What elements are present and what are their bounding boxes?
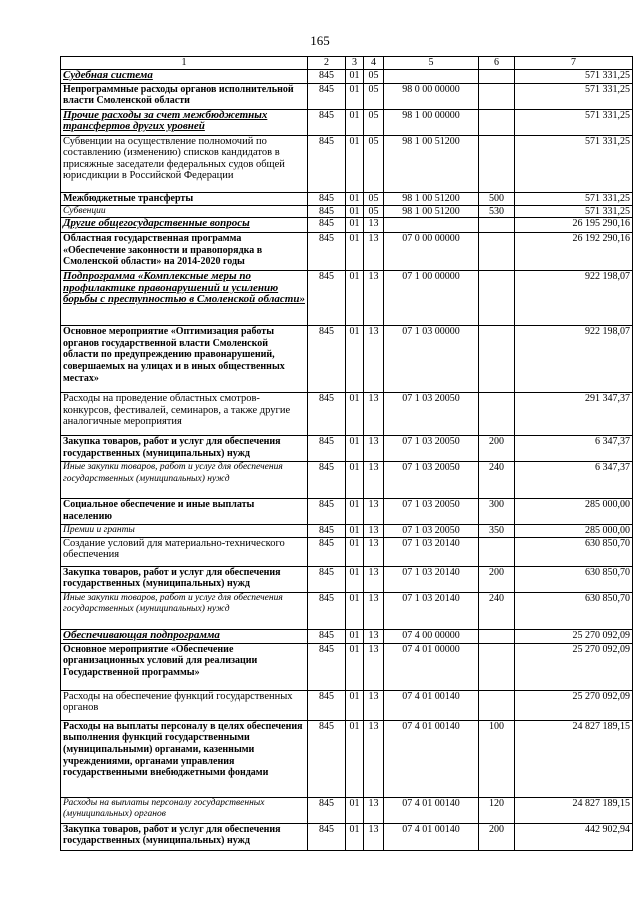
- page-number: 165: [310, 33, 330, 48]
- section-code-cell: 01: [346, 690, 364, 720]
- expense-type-cell: [479, 109, 515, 135]
- header-cell: 2: [308, 57, 346, 70]
- row-name-cell: Расходы на проведение областных смотров-конкурсов, фестивалей, семинаров, а также другие аналогичные мероприятия: [61, 393, 308, 436]
- table-row: [61, 462, 633, 499]
- amount-cell: 25 270 092,09: [515, 643, 633, 690]
- row-name-cell: Другие общегосударственные вопросы: [61, 218, 308, 233]
- section-code-cell: 01: [346, 720, 364, 797]
- amount-cell: 571 331,25: [515, 69, 633, 83]
- section-code-cell: 01: [346, 326, 364, 393]
- amount-cell: 26 195 290,16: [515, 218, 633, 233]
- target-article-cell: 07 0 00 00000: [384, 233, 479, 271]
- subsection-code-cell: 13: [364, 271, 384, 326]
- table-row: [61, 218, 633, 233]
- subsection-code-cell: 05: [364, 109, 384, 135]
- table-row: [61, 271, 633, 326]
- expense-type-cell: 530: [479, 205, 515, 218]
- table-row: [61, 205, 633, 218]
- ministry-code-cell: 845: [308, 690, 346, 720]
- row-name-cell: Основное мероприятие «Оптимизация работы органов государственной власти Смоленской области по предупреждению правонарушений, совершаемых на улицах и в иных общественных местах»: [61, 326, 308, 393]
- target-article-cell: [384, 218, 479, 233]
- subsection-code-cell: 13: [364, 436, 384, 462]
- section-code-cell: 01: [346, 629, 364, 643]
- target-article-cell: 07 1 03 00000: [384, 326, 479, 393]
- amount-cell: 571 331,25: [515, 205, 633, 218]
- target-article-cell: 07 1 03 20140: [384, 592, 479, 629]
- expense-type-cell: [479, 233, 515, 271]
- header-cell: 5: [384, 57, 479, 70]
- row-name-cell: Иные закупки товаров, работ и услуг для обеспечения государственных (муниципальных) нужд: [61, 592, 308, 629]
- section-code-cell: 01: [346, 69, 364, 83]
- amount-cell: 26 192 290,16: [515, 233, 633, 271]
- ministry-code-cell: 845: [308, 205, 346, 218]
- section-code-cell: 01: [346, 233, 364, 271]
- section-code-cell: 01: [346, 797, 364, 823]
- expense-type-cell: [479, 83, 515, 109]
- table-row: [61, 629, 633, 643]
- row-name-cell: Субвенции: [61, 205, 308, 218]
- row-name-cell: Областная государственная программа «Обеспечение законности и правопорядка в Смоленской области» на 2014-2020 годы: [61, 233, 308, 271]
- ministry-code-cell: 845: [308, 720, 346, 797]
- row-name-cell: Создание условий для материально-технического обеспечения: [61, 537, 308, 566]
- amount-cell: 285 000,00: [515, 499, 633, 525]
- section-code-cell: 01: [346, 525, 364, 538]
- target-article-cell: 07 4 01 00140: [384, 720, 479, 797]
- section-code-cell: 01: [346, 462, 364, 499]
- subsection-code-cell: 13: [364, 462, 384, 499]
- amount-cell: 6 347,37: [515, 436, 633, 462]
- amount-cell: 6 347,37: [515, 462, 633, 499]
- expense-type-cell: 350: [479, 525, 515, 538]
- row-name-cell: Межбюджетные трансферты: [61, 192, 308, 205]
- expense-type-cell: [479, 690, 515, 720]
- target-article-cell: 07 4 00 00000: [384, 629, 479, 643]
- target-article-cell: 07 1 03 20050: [384, 499, 479, 525]
- row-name-cell: Премии и гранты: [61, 525, 308, 538]
- row-name-cell: Закупка товаров, работ и услуг для обеспечения государственных (муниципальных) нужд: [61, 823, 308, 850]
- subsection-code-cell: 13: [364, 592, 384, 629]
- table-row: [61, 592, 633, 629]
- target-article-cell: [384, 69, 479, 83]
- table-row: [61, 69, 633, 83]
- amount-cell: 291 347,37: [515, 393, 633, 436]
- table-row: [61, 109, 633, 135]
- subsection-code-cell: 13: [364, 537, 384, 566]
- amount-cell: 24 827 189,15: [515, 797, 633, 823]
- expense-type-cell: [479, 643, 515, 690]
- section-code-cell: 01: [346, 592, 364, 629]
- section-code-cell: 01: [346, 643, 364, 690]
- amount-cell: 922 198,07: [515, 271, 633, 326]
- table-row: [61, 499, 633, 525]
- table-row: [61, 690, 633, 720]
- subsection-code-cell: 13: [364, 393, 384, 436]
- ministry-code-cell: 845: [308, 393, 346, 436]
- target-article-cell: 07 1 03 20050: [384, 525, 479, 538]
- amount-cell: 630 850,70: [515, 566, 633, 592]
- table-row: [61, 566, 633, 592]
- section-code-cell: 01: [346, 566, 364, 592]
- amount-cell: 571 331,25: [515, 135, 633, 192]
- table-row: [61, 720, 633, 797]
- header-cell: 1: [61, 57, 308, 70]
- header-cell: 7: [515, 57, 633, 70]
- row-name-cell: Судебная система: [61, 69, 308, 83]
- ministry-code-cell: 845: [308, 537, 346, 566]
- row-name-cell: Подпрограмма «Комплексные меры по профилактике правонарушений и усилению борьбы с преступностью в Смоленской области»: [61, 271, 308, 326]
- target-article-cell: 07 1 00 00000: [384, 271, 479, 326]
- expense-type-cell: 100: [479, 720, 515, 797]
- target-article-cell: 98 0 00 00000: [384, 83, 479, 109]
- header-cell: 4: [364, 57, 384, 70]
- row-name-cell: Социальное обеспечение и иные выплаты населению: [61, 499, 308, 525]
- subsection-code-cell: 13: [364, 233, 384, 271]
- subsection-code-cell: 05: [364, 83, 384, 109]
- target-article-cell: 98 1 00 00000: [384, 109, 479, 135]
- subsection-code-cell: 13: [364, 643, 384, 690]
- section-code-cell: 01: [346, 135, 364, 192]
- target-article-cell: 07 4 01 00140: [384, 690, 479, 720]
- section-code-cell: 01: [346, 205, 364, 218]
- row-name-cell: Закупка товаров, работ и услуг для обеспечения государственных (муниципальных) нужд: [61, 566, 308, 592]
- row-name-cell: Иные закупки товаров, работ и услуг для обеспечения государственных (муниципальных) нужд: [61, 462, 308, 499]
- expense-type-cell: 200: [479, 823, 515, 850]
- ministry-code-cell: 845: [308, 218, 346, 233]
- ministry-code-cell: 845: [308, 192, 346, 205]
- ministry-code-cell: 845: [308, 83, 346, 109]
- target-article-cell: 07 1 03 20050: [384, 436, 479, 462]
- ministry-code-cell: 845: [308, 271, 346, 326]
- expense-type-cell: [479, 393, 515, 436]
- amount-cell: 442 902,94: [515, 823, 633, 850]
- table-row: [61, 436, 633, 462]
- subsection-code-cell: 13: [364, 629, 384, 643]
- expense-type-cell: [479, 135, 515, 192]
- subsection-code-cell: 05: [364, 192, 384, 205]
- table-row: [61, 83, 633, 109]
- section-code-cell: 01: [346, 192, 364, 205]
- subsection-code-cell: 05: [364, 69, 384, 83]
- ministry-code-cell: 845: [308, 109, 346, 135]
- target-article-cell: 98 1 00 51200: [384, 135, 479, 192]
- header-cell: 3: [346, 57, 364, 70]
- target-article-cell: 98 1 00 51200: [384, 205, 479, 218]
- expense-type-cell: 240: [479, 592, 515, 629]
- section-code-cell: 01: [346, 271, 364, 326]
- target-article-cell: 98 1 00 51200: [384, 192, 479, 205]
- row-name-cell: Расходы на выплаты персоналу государственных (муниципальных) органов: [61, 797, 308, 823]
- subsection-code-cell: 13: [364, 823, 384, 850]
- row-name-cell: Обеспечивающая подпрограмма: [61, 629, 308, 643]
- row-name-cell: Субвенции на осуществление полномочий по составлению (изменению) списков кандидатов в присяжные заседатели федеральных судов общей юрисдикции в Российской Федерации: [61, 135, 308, 192]
- subsection-code-cell: 05: [364, 135, 384, 192]
- row-name-cell: Закупка товаров, работ и услуг для обеспечения государственных (муниципальных) нужд: [61, 436, 308, 462]
- target-article-cell: 07 4 01 00000: [384, 643, 479, 690]
- expense-type-cell: [479, 69, 515, 83]
- expense-type-cell: [479, 271, 515, 326]
- table-row: [61, 537, 633, 566]
- section-code-cell: 01: [346, 218, 364, 233]
- table-row: [61, 233, 633, 271]
- subsection-code-cell: 13: [364, 326, 384, 393]
- table-row: [61, 393, 633, 436]
- amount-cell: 25 270 092,09: [515, 690, 633, 720]
- table-row: [61, 525, 633, 538]
- table-row: [61, 797, 633, 823]
- expense-type-cell: 200: [479, 436, 515, 462]
- amount-cell: 630 850,70: [515, 537, 633, 566]
- ministry-code-cell: 845: [308, 592, 346, 629]
- expense-type-cell: [479, 326, 515, 393]
- target-article-cell: 07 1 03 20050: [384, 462, 479, 499]
- row-name-cell: Прочие расходы за счет межбюджетных трансфертов других уровней: [61, 109, 308, 135]
- amount-cell: 630 850,70: [515, 592, 633, 629]
- amount-cell: 922 198,07: [515, 326, 633, 393]
- ministry-code-cell: 845: [308, 326, 346, 393]
- expense-type-cell: [479, 629, 515, 643]
- ministry-code-cell: 845: [308, 462, 346, 499]
- table-row: [61, 326, 633, 393]
- header-row: [61, 57, 633, 70]
- ministry-code-cell: 845: [308, 436, 346, 462]
- section-code-cell: 01: [346, 823, 364, 850]
- subsection-code-cell: 13: [364, 218, 384, 233]
- row-name-cell: Непрограммные расходы органов исполнительной власти Смоленской области: [61, 83, 308, 109]
- budget-table: [60, 56, 633, 851]
- table-row: [61, 823, 633, 850]
- ministry-code-cell: 845: [308, 499, 346, 525]
- subsection-code-cell: 13: [364, 797, 384, 823]
- target-article-cell: 07 1 03 20140: [384, 537, 479, 566]
- subsection-code-cell: 13: [364, 690, 384, 720]
- target-article-cell: 07 1 03 20050: [384, 393, 479, 436]
- subsection-code-cell: 13: [364, 499, 384, 525]
- subsection-code-cell: 05: [364, 205, 384, 218]
- ministry-code-cell: 845: [308, 566, 346, 592]
- ministry-code-cell: 845: [308, 797, 346, 823]
- row-name-cell: Расходы на выплаты персоналу в целях обеспечения выполнения функций государственными (муниципальными) органами, казенными учреждениями, органами управления государственными внебюджетными фондами: [61, 720, 308, 797]
- section-code-cell: 01: [346, 537, 364, 566]
- amount-cell: 571 331,25: [515, 83, 633, 109]
- table-row: [61, 135, 633, 192]
- ministry-code-cell: 845: [308, 525, 346, 538]
- target-article-cell: 07 4 01 00140: [384, 797, 479, 823]
- ministry-code-cell: 845: [308, 69, 346, 83]
- section-code-cell: 01: [346, 436, 364, 462]
- ministry-code-cell: 845: [308, 233, 346, 271]
- amount-cell: 285 000,00: [515, 525, 633, 538]
- expense-type-cell: [479, 537, 515, 566]
- section-code-cell: 01: [346, 83, 364, 109]
- ministry-code-cell: 845: [308, 823, 346, 850]
- expense-type-cell: 240: [479, 462, 515, 499]
- expense-type-cell: 120: [479, 797, 515, 823]
- amount-cell: 25 270 092,09: [515, 629, 633, 643]
- table-row: [61, 192, 633, 205]
- expense-type-cell: [479, 218, 515, 233]
- row-name-cell: Расходы на обеспечение функций государственных органов: [61, 690, 308, 720]
- row-name-cell: Основное мероприятие «Обеспечение организационных условий для реализации Государственной программы»: [61, 643, 308, 690]
- subsection-code-cell: 13: [364, 525, 384, 538]
- amount-cell: 571 331,25: [515, 109, 633, 135]
- header-cell: 6: [479, 57, 515, 70]
- expense-type-cell: 500: [479, 192, 515, 205]
- target-article-cell: 07 1 03 20140: [384, 566, 479, 592]
- section-code-cell: 01: [346, 499, 364, 525]
- section-code-cell: 01: [346, 393, 364, 436]
- ministry-code-cell: 845: [308, 643, 346, 690]
- subsection-code-cell: 13: [364, 720, 384, 797]
- target-article-cell: 07 4 01 00140: [384, 823, 479, 850]
- ministry-code-cell: 845: [308, 629, 346, 643]
- amount-cell: 24 827 189,15: [515, 720, 633, 797]
- subsection-code-cell: 13: [364, 566, 384, 592]
- amount-cell: 571 331,25: [515, 192, 633, 205]
- section-code-cell: 01: [346, 109, 364, 135]
- expense-type-cell: 300: [479, 499, 515, 525]
- expense-type-cell: 200: [479, 566, 515, 592]
- ministry-code-cell: 845: [308, 135, 346, 192]
- table-row: [61, 643, 633, 690]
